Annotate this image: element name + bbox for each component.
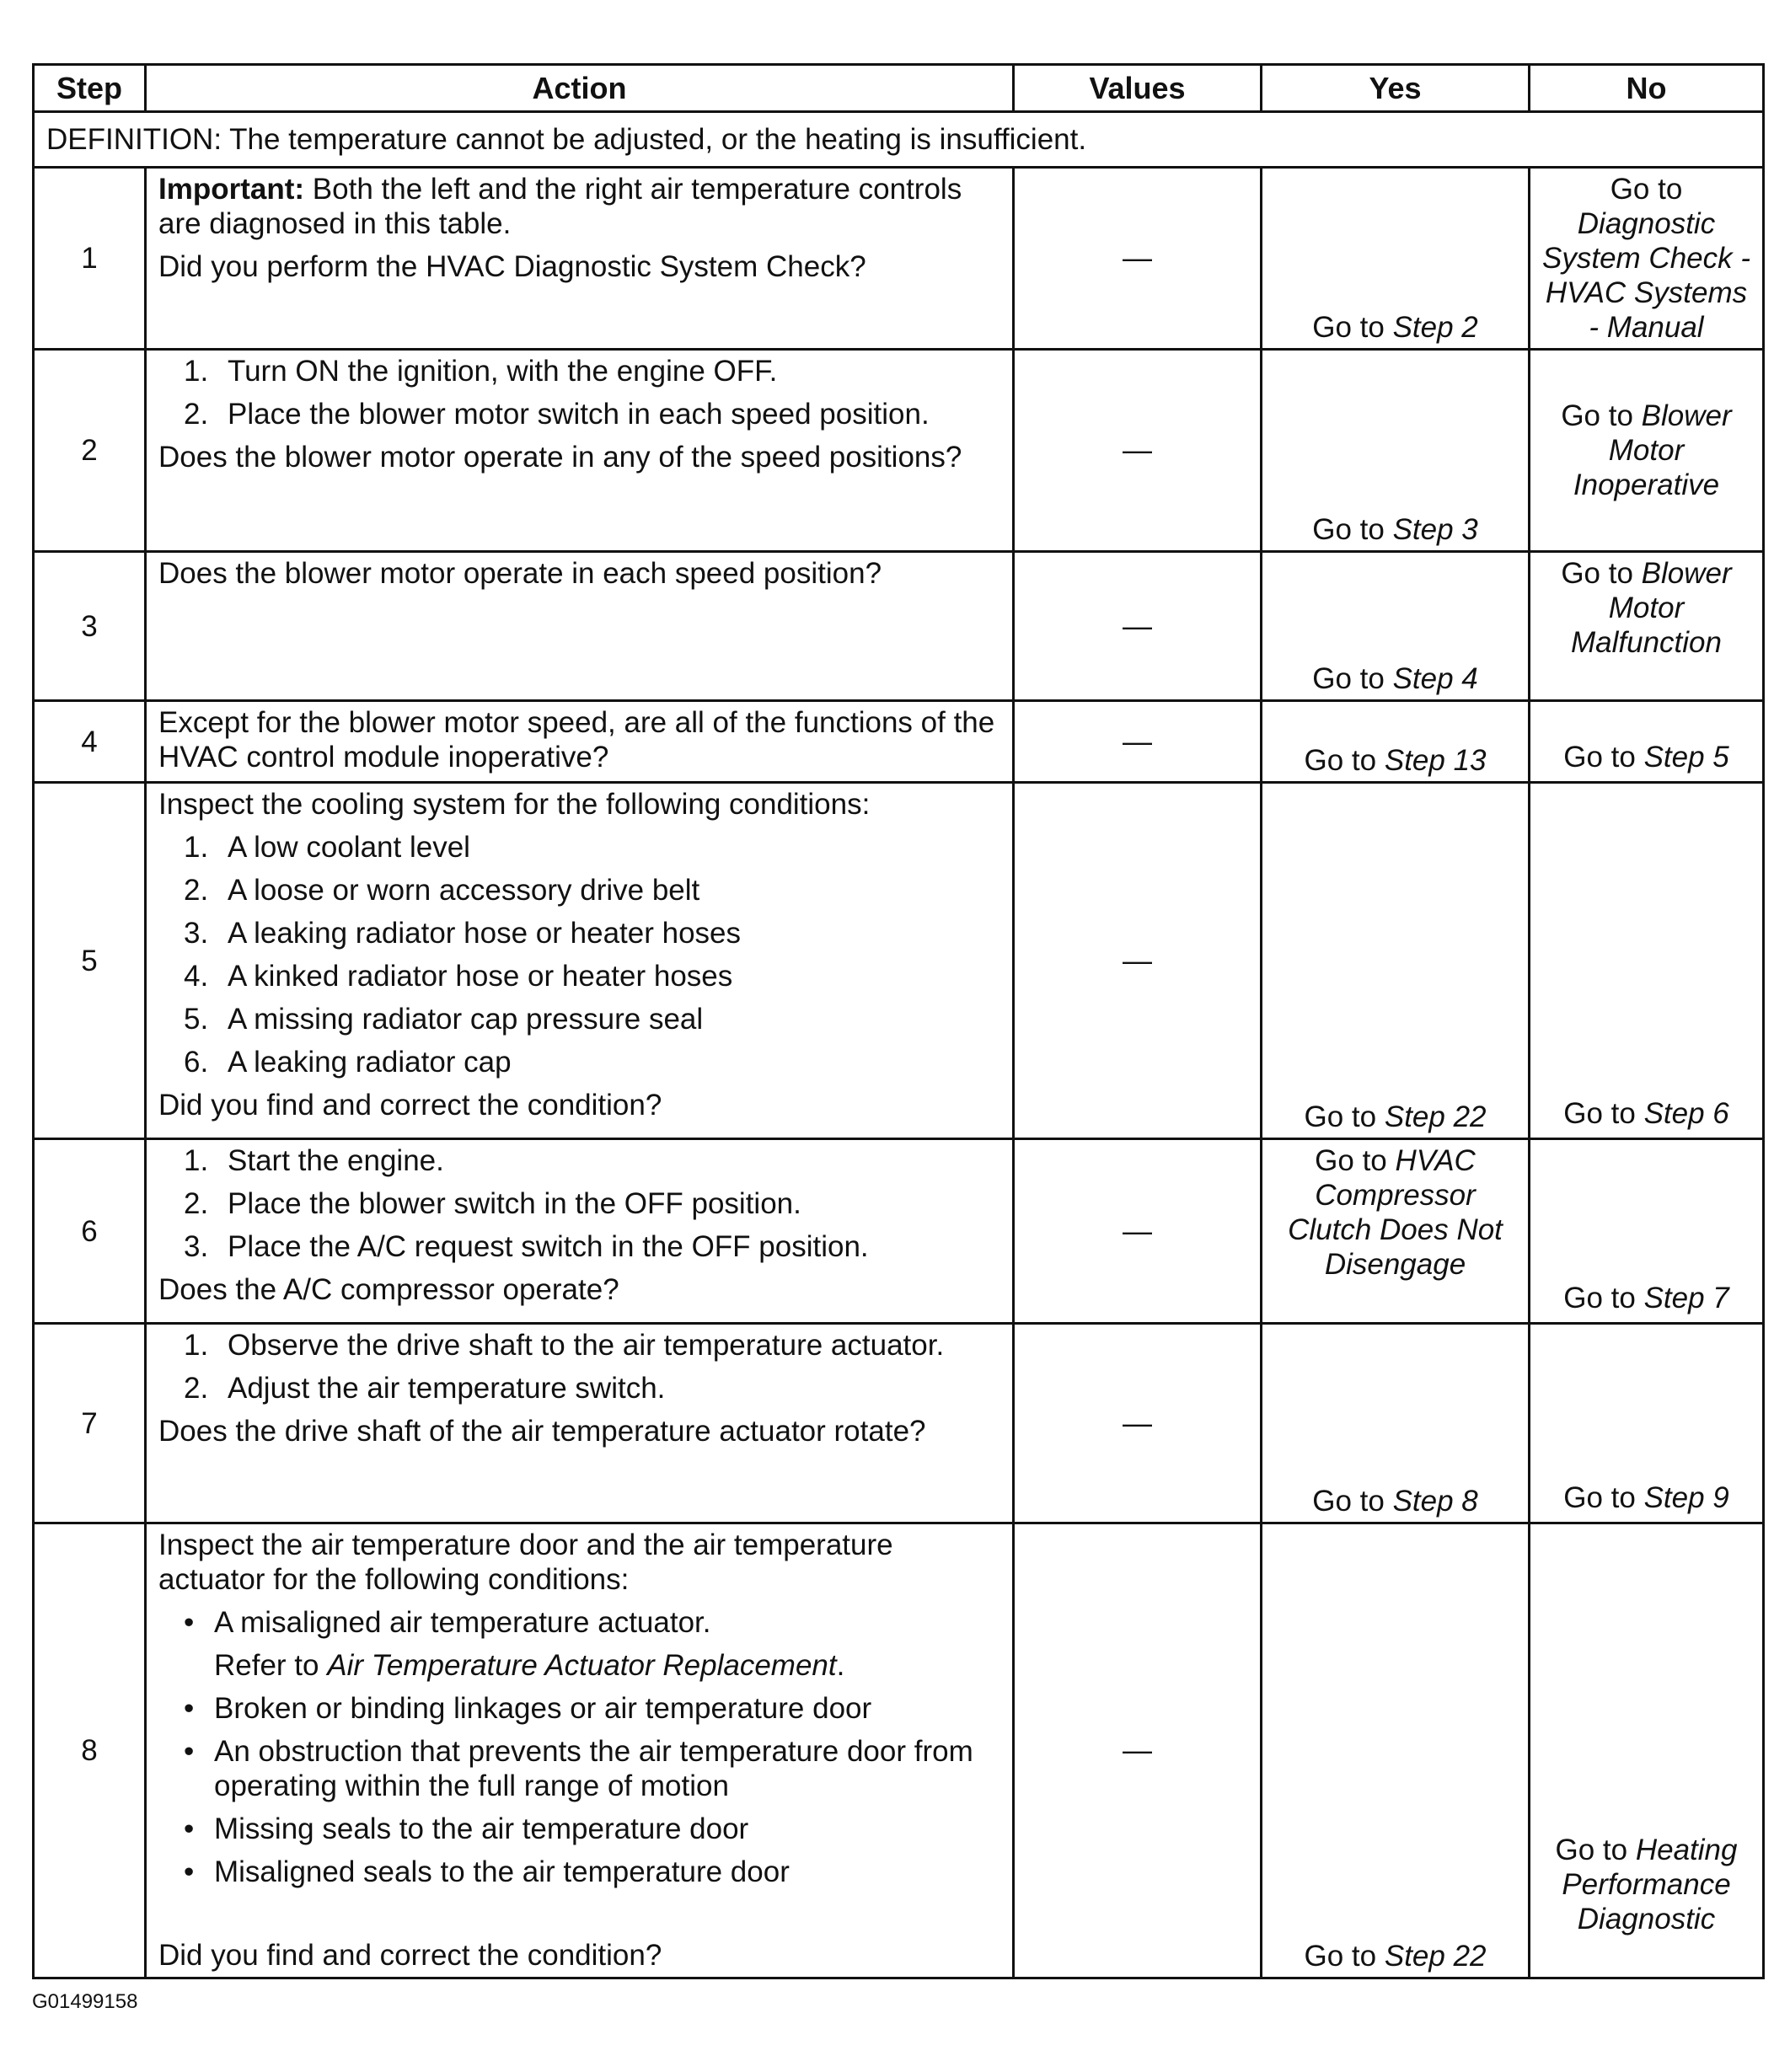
yes-target: Step 2	[1392, 311, 1478, 344]
header-no: No	[1530, 65, 1764, 112]
goto-label: Go to	[1312, 513, 1385, 546]
question-text: Did you find and correct the condition?	[158, 1089, 662, 1122]
list-item: 3. A leaking radiator hose or heater hoses	[184, 917, 741, 950]
values-cell: —	[1014, 168, 1262, 350]
list-item: 2. A loose or worn accessory drive belt	[184, 874, 700, 907]
no-cell	[1530, 168, 1764, 350]
goto-label: Go to	[1610, 173, 1683, 206]
values-cell: —	[1014, 701, 1262, 783]
list-item: • A misaligned air temperature actuator.	[184, 1606, 711, 1639]
goto-label: Go to	[1561, 399, 1633, 432]
table-row	[34, 1324, 1764, 1523]
step-number: 5	[34, 783, 146, 1139]
values-cell: —	[1014, 552, 1262, 701]
yes-cell	[1262, 783, 1530, 1139]
step-number: 8	[34, 1523, 146, 1978]
values-cell: —	[1014, 1324, 1262, 1523]
question-text: Does the drive shaft of the air temperature actuator rotate?	[158, 1415, 926, 1448]
important-text: Both the left and the right air temperature controls are diagnosed in this table.	[158, 173, 962, 240]
table-row	[34, 701, 1764, 783]
yes-target: Step 22	[1384, 1100, 1487, 1133]
header-values: Values	[1014, 65, 1262, 112]
yes-target: Step 3	[1392, 513, 1478, 546]
yes-cell	[1262, 1139, 1530, 1324]
header-step: Step	[34, 65, 146, 112]
question-text: Did you find and correct the condition?	[158, 1939, 662, 1972]
action-cell	[146, 350, 1014, 552]
question-text: Does the blower motor operate in each speed position?	[158, 557, 882, 590]
table-row	[34, 350, 1764, 552]
table-row	[34, 783, 1764, 1139]
goto-label: Go to	[1563, 1282, 1636, 1314]
step-number: 1	[34, 168, 146, 350]
no-target: Step 6	[1643, 1097, 1729, 1130]
no-target: Diagnostic System Check - HVAC Systems - Manual	[1542, 207, 1750, 344]
list-item: 3. Place the A/C request switch in the OFF position.	[184, 1230, 869, 1263]
intro-text: Inspect the cooling system for the following conditions:	[158, 788, 871, 821]
intro-text: Inspect the air temperature door and the air temperature actuator for the following conditions:	[158, 1529, 893, 1596]
list-item: • Misaligned seals to the air temperature door	[184, 1855, 790, 1888]
important-note	[158, 172, 1000, 241]
no-cell	[1530, 1324, 1764, 1523]
values-cell: —	[1014, 350, 1262, 552]
list-item: 4. A kinked radiator hose or heater hoses	[184, 960, 733, 993]
action-cell	[146, 1139, 1014, 1324]
table-row	[34, 552, 1764, 701]
question-text: Did you perform the HVAC Diagnostic System Check?	[158, 250, 866, 283]
goto-label: Go to	[1304, 1100, 1377, 1133]
action-cell	[146, 783, 1014, 1139]
figure-code: G01499158	[32, 1990, 138, 2013]
header-action: Action	[146, 65, 1014, 112]
yes-cell	[1262, 552, 1530, 701]
yes-target: HVAC Compressor Clutch Does Not Disengage	[1288, 1144, 1503, 1281]
yes-cell	[1262, 1324, 1530, 1523]
values-cell: —	[1014, 783, 1262, 1139]
list-item: 1. Start the engine.	[184, 1144, 444, 1177]
action-cell	[146, 552, 1014, 701]
yes-cell	[1262, 1523, 1530, 1978]
table-row	[34, 1523, 1764, 1978]
values-cell: —	[1014, 1139, 1262, 1324]
no-target: Blower Motor Malfunction	[1571, 557, 1732, 659]
yes-cell	[1262, 350, 1530, 552]
question-text: Except for the blower motor speed, are all of the functions of the HVAC control module inoperative?	[158, 706, 995, 774]
no-cell	[1530, 701, 1764, 783]
table-row	[34, 168, 1764, 350]
goto-label: Go to	[1561, 557, 1633, 590]
list-item: 1. Turn ON the ignition, with the engine OFF.	[184, 355, 778, 388]
table-row	[34, 1139, 1764, 1324]
no-target: Step 5	[1643, 741, 1729, 774]
list-item: 2. Adjust the air temperature switch.	[184, 1372, 666, 1405]
goto-label: Go to	[1304, 1940, 1377, 1973]
goto-label: Go to	[1312, 1485, 1385, 1518]
goto-label: Go to	[1315, 1144, 1387, 1177]
no-cell	[1530, 552, 1764, 701]
goto-label: Go to	[1563, 1481, 1636, 1514]
no-cell	[1530, 1139, 1764, 1324]
header-yes: Yes	[1262, 65, 1530, 112]
step-number: 6	[34, 1139, 146, 1324]
step-number: 2	[34, 350, 146, 552]
goto-label: Go to	[1563, 741, 1636, 774]
action-cell	[146, 168, 1014, 350]
list-item: 2. Place the blower switch in the OFF position.	[184, 1187, 801, 1220]
yes-cell	[1262, 168, 1530, 350]
no-target: Step 9	[1643, 1481, 1729, 1514]
definition-text: DEFINITION: The temperature cannot be adjusted, or the heating is insufficient.	[34, 112, 1764, 168]
header-row	[34, 65, 1764, 112]
question-text: Does the A/C compressor operate?	[158, 1273, 619, 1306]
step-number: 7	[34, 1324, 146, 1523]
list-item: 5. A missing radiator cap pressure seal	[184, 1003, 704, 1036]
values-cell: —	[1014, 1523, 1262, 1978]
goto-label: Go to	[1563, 1097, 1636, 1130]
goto-label: Go to	[1312, 311, 1385, 344]
question-text: Does the blower motor operate in any of the speed positions?	[158, 441, 962, 474]
yes-target: Step 8	[1392, 1485, 1478, 1518]
goto-label: Go to	[1304, 744, 1377, 777]
step-number: 3	[34, 552, 146, 701]
no-target: Blower Motor Inoperative	[1573, 399, 1732, 501]
yes-target: Step 22	[1384, 1940, 1487, 1973]
list-item: • Missing seals to the air temperature door	[184, 1812, 749, 1845]
no-target: Heating Performance Diagnostic	[1562, 1834, 1738, 1935]
definition-row	[34, 112, 1764, 168]
goto-label: Go to	[1555, 1834, 1628, 1866]
action-cell	[146, 1523, 1014, 1978]
list-item: 2. Place the blower motor switch in each speed position.	[184, 398, 930, 431]
no-cell	[1530, 350, 1764, 552]
action-cell	[146, 1324, 1014, 1523]
diagnostic-table	[32, 63, 1765, 1979]
list-item: 1. A low coolant level	[184, 831, 470, 864]
list-item: • Broken or binding linkages or air temperature door	[184, 1692, 872, 1725]
list-item: • An obstruction that prevents the air temperature door from operating within the full range of motion	[184, 1735, 973, 1802]
list-item: 6. A leaking radiator cap	[184, 1046, 512, 1079]
no-cell	[1530, 1523, 1764, 1978]
important-label: Important:	[158, 173, 305, 206]
list-item: 1. Observe the drive shaft to the air temperature actuator.	[184, 1329, 945, 1362]
refer-note: Refer to Air Temperature Actuator Replacement.	[214, 1649, 845, 1682]
no-cell	[1530, 783, 1764, 1139]
yes-cell	[1262, 701, 1530, 783]
yes-target: Step 13	[1384, 744, 1487, 777]
action-cell	[146, 701, 1014, 783]
step-number: 4	[34, 701, 146, 783]
goto-label: Go to	[1312, 662, 1385, 695]
yes-target: Step 4	[1392, 662, 1478, 695]
no-target: Step 7	[1643, 1282, 1729, 1314]
